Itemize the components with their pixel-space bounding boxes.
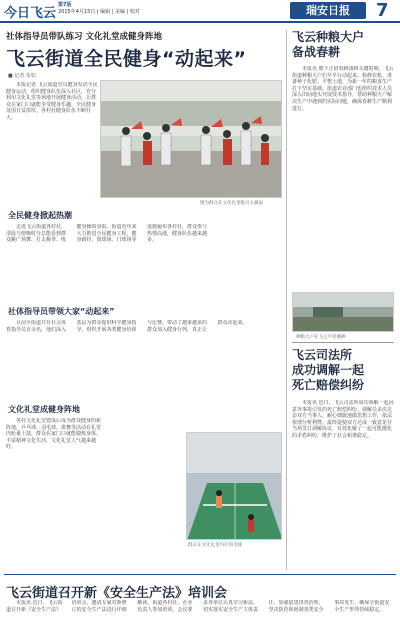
- lead-intro-text: 本报记者 飞云街道党员健身发动全民健身运动，组织健身队伍深入社区，充分利用文化礼堂等场地开展健身活动，让群众在家门口就能享受健身乐趣，全民健身氛围日益浓厚，各村社健身队伍不断壮大。: [6, 82, 98, 121]
- body-3-text: 各村文化礼堂建成后成为群众健身的新阵地，乒乓球、羽毛球、排舞等活动在礼堂内轮番上演，群众在家门口就能锻炼身体、丰富精神文化生活，文化礼堂人气越来越旺。: [6, 418, 102, 451]
- right-story-1-headline-line2: 备战春耕: [292, 45, 341, 59]
- subhead-2: 社体指导员带领大家“动起来”: [8, 307, 115, 316]
- subhead-1: 全民健身掀起热潮: [8, 211, 72, 220]
- lead-byline: ■ 记者 朱如: [8, 73, 36, 79]
- byline-text: 记者 朱如: [14, 73, 36, 79]
- section-title: 今日飞云: [4, 6, 57, 21]
- lead-kicker: 社体指导员带队练习 文化礼堂成健身阵地: [6, 32, 162, 42]
- farm-photo-caption: 种粮大户在飞云平原播种: [296, 335, 346, 340]
- right-story-1-body: [292, 66, 394, 290]
- edition-info: [58, 2, 140, 16]
- bottom-body: [6, 600, 394, 632]
- right-story-2-body: [292, 400, 394, 572]
- right-story-2-headline-line2: 成功调解一起: [292, 363, 365, 377]
- right-story-1-text: 本报讯 眼下正值春耕备耕关键时期，飞云街道种粮大户们早早行动起来，检修农机、准备种子化肥、平整土地，为新一年的粮食生产打下坚实基础。街道农业部门也组织技术人员深入田间地头开展技术指导，帮助种粮大户解决生产中遇到的实际问题，确保春耕生产顺利进行。: [292, 66, 394, 112]
- right-story-2-headline-line3: 死亡赔偿纠纷: [292, 378, 365, 392]
- right-story-1-headline-line1: 飞云种粮大户: [292, 30, 365, 44]
- edition-label: 第7版: [58, 2, 72, 8]
- body-1-text: 走进飞云街道各村社，清晨与傍晚时分总能看到群众跳广场舞、打太极拳、练健身操的身影。街道近年来大力推进全民健身工程，健身路径、篮球场、门球场等设施遍布各村社，群众参与热情高涨，健身队伍越来越多。: [6, 224, 208, 244]
- right-story-2-text: 本报讯 近日，飞云司法所成功调解一起因意外事故引发的死亡赔偿纠纷。调解员多次走访双方当事人，耐心细致地做思想工作，依法依理分析利弊，最终促使双方达成一致意见并当场签订调解协议，有效化解了一起可能激化的矛盾纠纷，维护了社会和谐稳定。: [292, 400, 394, 439]
- right-story-2-headline: [292, 348, 364, 393]
- body-2-text: 目前全街道共有社会体育指导员百余名，他们深入基层为群众提供科学健身指导，组织开展各类健身培训与比赛，带动了越来越多的群众加入健身行列，真正让群众动起来。: [6, 320, 248, 333]
- page-number: 7: [376, 0, 389, 21]
- subhead-3: 文化礼堂成健身阵地: [8, 405, 80, 414]
- column-divider: [286, 30, 287, 570]
- edition-details: 2015年4月15日 | 编辑 | 美编 | 校对: [58, 9, 140, 15]
- body-section-1: [6, 224, 282, 304]
- farmland-photo: [293, 293, 394, 332]
- right-story-2-headline-line1: 飞云司法所: [292, 348, 353, 362]
- body-section-2: [6, 320, 282, 402]
- body-section-3: [6, 418, 102, 548]
- lead-photo: [100, 80, 282, 198]
- lead-photo-caption: 图为群众在文化礼堂练习太极扇: [200, 201, 263, 206]
- newspaper-logo: 瑞安日报: [290, 2, 366, 19]
- lead-headline: 飞云街道全民健身“动起来”: [6, 48, 247, 70]
- bottom-divider: [4, 574, 396, 575]
- badminton-photo: [186, 432, 282, 540]
- bottom-headline: 飞云街道召开新《安全生产法》培训会: [6, 586, 228, 601]
- badminton-caption: 群众在文化礼堂内打羽毛球: [188, 543, 242, 548]
- masthead: [0, 0, 400, 23]
- bottom-body-text: 本报讯 近日，飞云街道召开新《安全生产法》培训会，邀请专家对新修订的安全生产法进行详细解读。街道各村社、企业负责人参加培训。会议要求各单位认真学习新法，切实落实安全生产主体责任，加强隐患排查治理，坚决防范和遏制各类安全事故发生，确保全街道安全生产形势持续稳定。: [6, 600, 390, 613]
- badminton-hall-photo: [187, 433, 282, 540]
- right-story-1-headline: [292, 30, 364, 60]
- farm-photo: [292, 292, 394, 332]
- lead-intro: [6, 82, 98, 172]
- right-divider: [292, 342, 394, 343]
- tai-chi-fan-photo: [101, 81, 282, 198]
